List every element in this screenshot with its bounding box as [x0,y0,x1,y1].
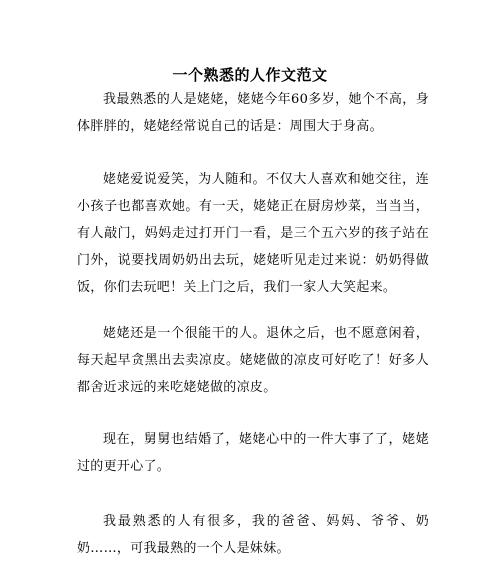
paragraph-3: 姥姥还是一个很能干的人。退休之后，也不愿意闲着，每天起早贪黑出去卖凉皮。姥姥做的凉皮可好吃了！好多人都舍近求远的来吃姥姥做的凉皮。 [77,326,429,395]
paragraph-5: 我最熟悉的人有很多，我的爸爸、妈妈、爷爷、奶奶……，可我最熟的一个人是妹妹。 [77,514,429,556]
paragraph-4: 现在，舅舅也结婚了，姥姥心中的一件大事了了，姥姥过的更开心了。 [77,432,429,474]
paragraph-1: 我最熟悉的人是姥姥，姥姥今年60多岁，她个不高，身体胖胖的，姥姥经常说自己的话是：周围大于身高。 [77,92,429,134]
document-title: 一个熟悉的人作文范文 [172,66,328,84]
paragraph-2: 姥姥爱说爱笑，为人随和。不仅大人喜欢和她交往，连小孩子也都喜欢她。有一天，姥姥正在厨房炒菜，当当当，有人敲门，妈妈走过打开门一看，是三个五六岁的孩子站在门外，说要找周奶奶出去玩，姥姥听见走过来说：奶奶得做饭，你们去玩吧！关上门之后，我们一家人大笑起来。 [77,172,429,295]
